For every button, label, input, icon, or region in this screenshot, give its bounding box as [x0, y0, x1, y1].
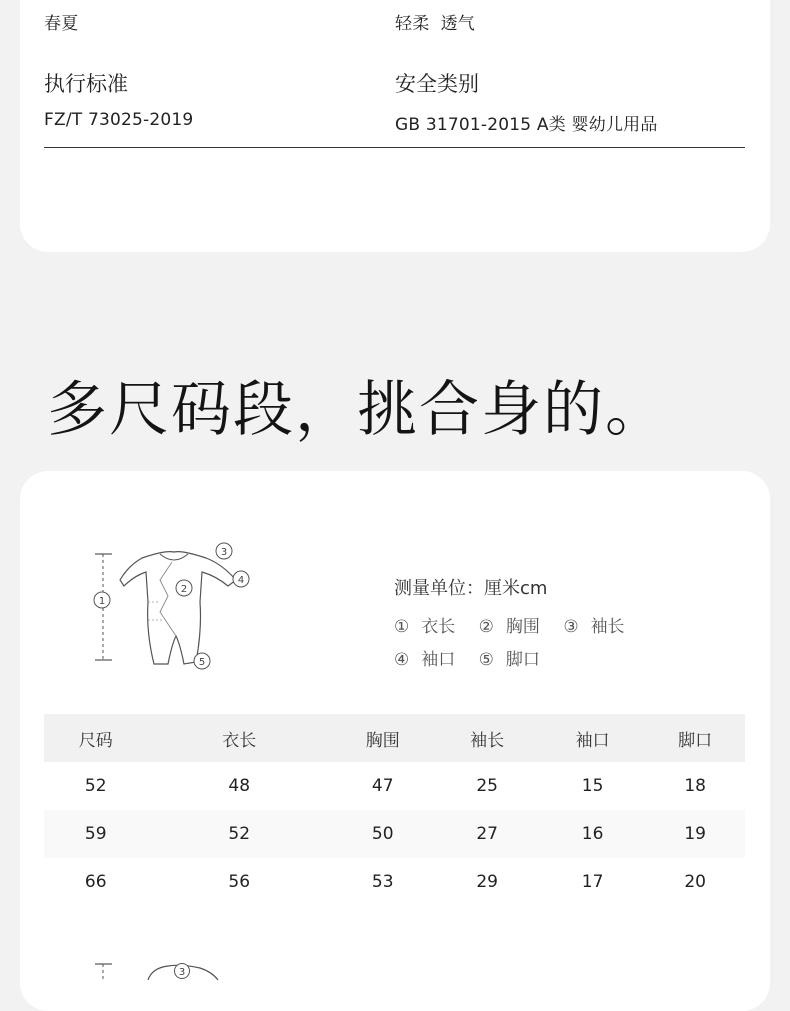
measure-unit: 测量单位：厘米cm: [394, 578, 548, 599]
cell-size: 52: [84, 776, 107, 796]
cell-sleeve: 29: [476, 872, 498, 892]
legend-num: ③: [563, 617, 579, 637]
legend-row-2: [394, 645, 558, 670]
standard-value: FZ/T 73025-2019: [44, 110, 194, 130]
cell-cuff: 16: [581, 824, 604, 844]
mark-3-label: 3: [220, 547, 228, 558]
cell-size: 66: [84, 872, 107, 892]
mark-5-label: 5: [198, 657, 206, 668]
table-row: [44, 810, 745, 858]
mark-4-label: 4: [237, 575, 245, 586]
header-length: 衣长: [222, 730, 257, 751]
legend-num: ⑤: [478, 650, 494, 670]
cell-length: 48: [228, 776, 251, 796]
mark-3-label: 3: [178, 967, 186, 978]
garment-diagram-icon: [90, 958, 230, 980]
header-chest: 胸围: [365, 730, 400, 751]
romper-diagram-icon: [90, 540, 260, 675]
cell-cuff: 17: [581, 872, 604, 892]
legend-label: 脚口: [505, 650, 540, 670]
cell-chest: 47: [371, 776, 394, 796]
legend-row-1: [394, 612, 643, 637]
cell-sleeve: 25: [476, 776, 498, 796]
feel-value: 轻柔 透气: [395, 14, 476, 34]
cell-length: 56: [228, 872, 251, 892]
header-cuff: 袖口: [575, 730, 610, 751]
safety-label: 安全类别: [395, 72, 479, 96]
attributes-divider: [44, 147, 745, 148]
standard-label: 执行标准: [44, 72, 128, 96]
season-value: 春夏: [44, 14, 79, 34]
cell-length: 52: [228, 824, 251, 844]
cell-leg-opening: 19: [684, 824, 706, 844]
legend-num: ②: [478, 617, 494, 637]
table-header-row: [44, 714, 745, 762]
legend-label: 胸围: [505, 617, 540, 637]
legend-label: 衣长: [421, 617, 456, 637]
table-row: [44, 762, 745, 810]
size-table: [44, 714, 745, 906]
section-headline: 多尺码段，挑合身的。: [47, 375, 667, 445]
cell-size: 59: [84, 824, 107, 844]
table-row: [44, 858, 745, 906]
mark-1-label: 1: [98, 596, 106, 607]
legend-label: 袖长: [590, 617, 625, 637]
legend-num: ④: [394, 650, 410, 670]
safety-value: GB 31701-2015 A类 婴幼儿用品: [395, 115, 658, 135]
header-sleeve: 袖长: [470, 730, 505, 751]
header-leg-opening: 脚口: [678, 730, 713, 751]
cell-leg-opening: 18: [684, 776, 706, 796]
cell-chest: 50: [371, 824, 394, 844]
cell-cuff: 15: [581, 776, 604, 796]
mark-2-label: 2: [180, 584, 188, 595]
cell-sleeve: 27: [476, 824, 498, 844]
header-size: 尺码: [78, 730, 113, 751]
cell-leg-opening: 20: [684, 872, 706, 892]
legend-num: ①: [394, 617, 410, 637]
legend-label: 袖口: [421, 650, 456, 670]
cell-chest: 53: [371, 872, 394, 892]
